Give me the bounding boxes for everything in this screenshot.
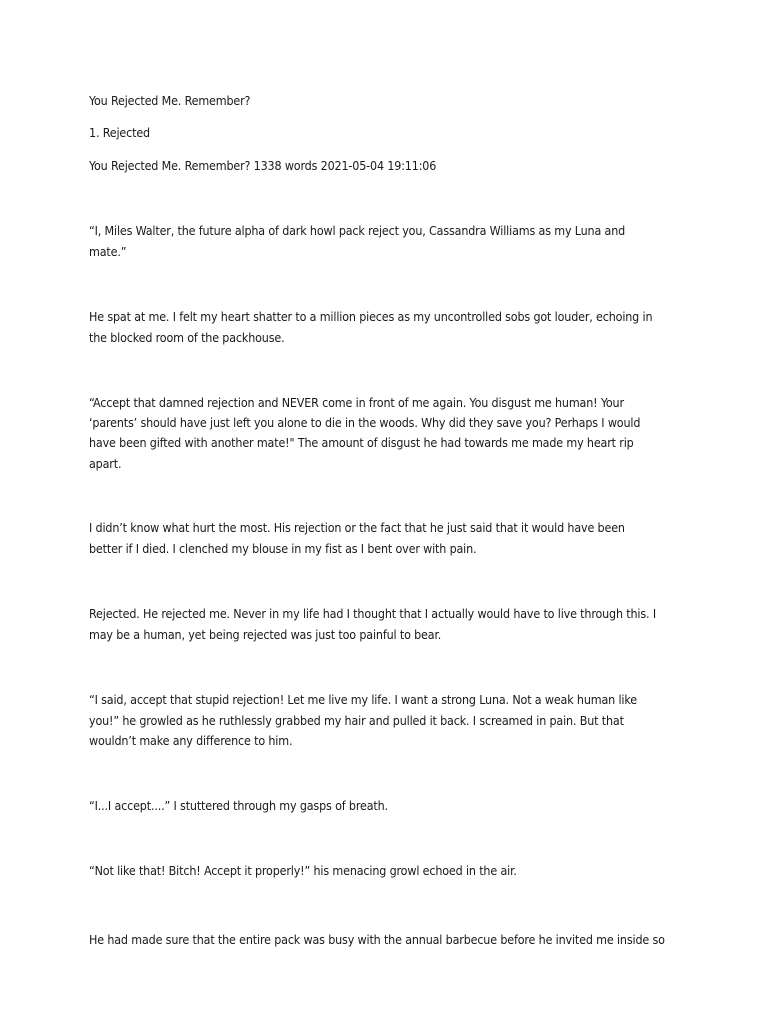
paragraph-line: the blocked room of the packhouse. (89, 330, 285, 345)
paragraph-line: you!” he growled as he ruthlessly grabbed my hair and pulled it back. I screamed in pain. But that (89, 713, 624, 728)
paragraph-line: may be a human, yet being rejected was just too painful to bear. (89, 627, 442, 642)
paragraph-line: better if I died. I clenched my blouse in my fist as I bent over with pain. (89, 541, 477, 556)
paragraph-line: He had made sure that the entire pack was busy with the annual barbecue before he invited me inside so (89, 932, 665, 947)
paragraph-line: wouldn’t make any difference to him. (89, 733, 293, 748)
paragraph-line: I didn’t know what hurt the most. His rejection or the fact that he just said that it would have been (89, 520, 625, 535)
paragraph-line: “Accept that damned rejection and NEVER come in front of me again. You disgust me human! Your (89, 395, 624, 410)
book-title: You Rejected Me. Remember? (89, 93, 251, 108)
paragraph-line: “I, Miles Walter, the future alpha of dark howl pack reject you, Cassandra Williams as my Luna and (89, 223, 626, 238)
paragraph-line: have been gifted with another mate!" The amount of disgust he had towards me made my heart rip (89, 435, 634, 450)
paragraph-line: Rejected. He rejected me. Never in my life had I thought that I actually would have to live through this. I (89, 606, 656, 621)
paragraph-line: “Not like that! Bitch! Accept it properly!” his menacing growl echoed in the air. (89, 863, 517, 878)
paragraph-line: ‘parents’ should have just left you alone to die in the woods. Why did they save you? Perhaps I would (89, 415, 641, 430)
paragraph-line: “I said, accept that stupid rejection! Let me live my life. I want a strong Luna. Not a weak human like (89, 692, 637, 707)
chapter-heading: 1. Rejected (89, 125, 150, 140)
chapter-meta: You Rejected Me. Remember? 1338 words 2021-05-04 19:11:06 (89, 158, 437, 173)
paragraph-line: He spat at me. I felt my heart shatter to a million pieces as my uncontrolled sobs got louder, echoing in (89, 309, 653, 324)
paragraph-line: apart. (89, 456, 122, 471)
paragraph-line: “I...I accept....” I stuttered through my gasps of breath. (89, 798, 388, 813)
paragraph-line: mate.” (89, 244, 127, 259)
